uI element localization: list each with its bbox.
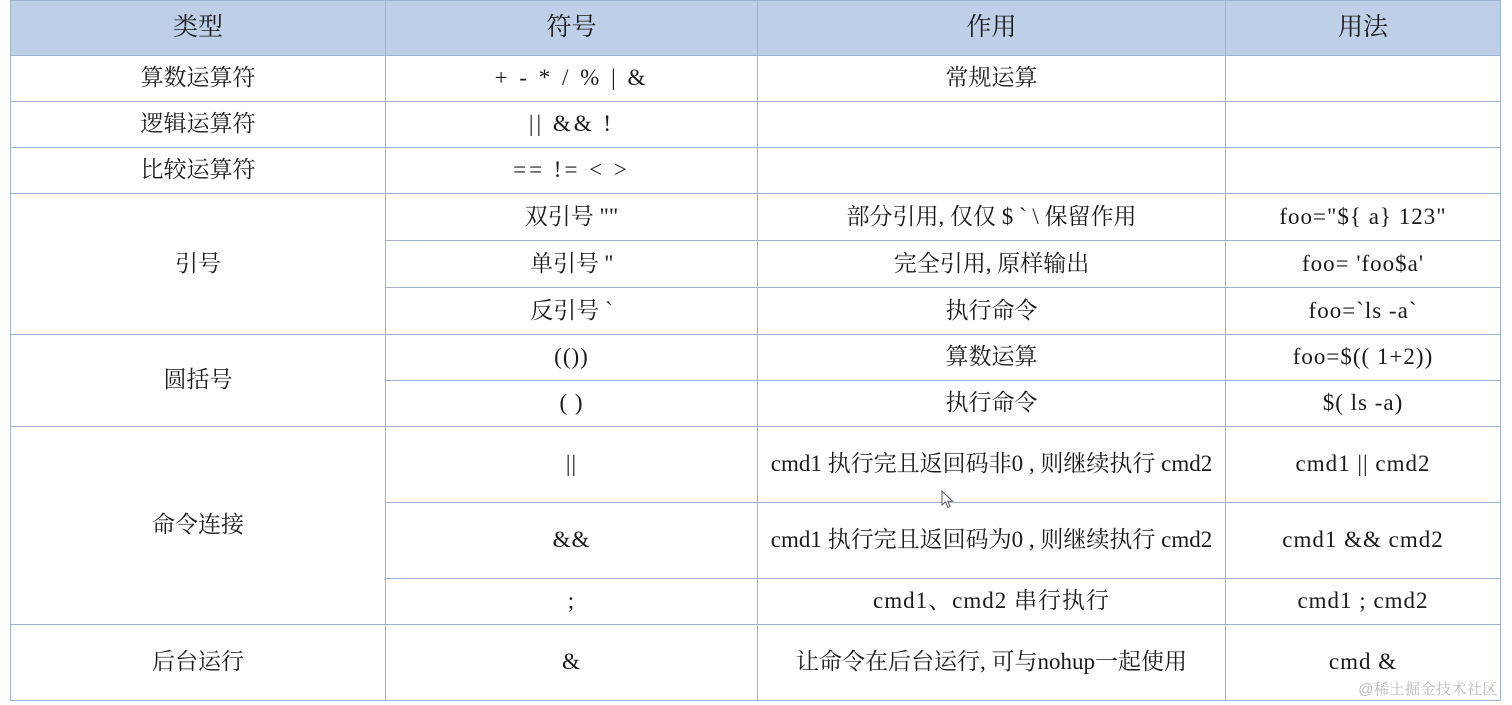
cell-symbol: || && ! — [386, 102, 758, 148]
cell-effect: 执行命令 — [758, 288, 1226, 335]
cell-symbol: & — [386, 625, 758, 701]
cell-usage — [1226, 56, 1501, 102]
cell-usage: foo=$(( 1+2)) — [1226, 335, 1501, 381]
table-row — [11, 148, 1501, 194]
cell-effect — [758, 102, 1226, 148]
cell-symbol: ( ) — [386, 381, 758, 427]
cell-usage: foo=`ls -a` — [1226, 288, 1501, 335]
table-row — [11, 335, 1501, 381]
column-header-usage: 用法 — [1226, 1, 1501, 56]
bash-operators-table — [10, 0, 1501, 701]
cell-type: 引号 — [11, 194, 386, 335]
cell-effect: cmd1 执行完且返回码为0 , 则继续执行 cmd2 — [758, 503, 1226, 579]
table-header-row — [11, 1, 1501, 56]
cell-symbol: == != < > — [386, 148, 758, 194]
cell-usage: foo= 'foo$a' — [1226, 241, 1501, 288]
cell-symbol: (()) — [386, 335, 758, 381]
cell-effect — [758, 148, 1226, 194]
cell-usage — [1226, 148, 1501, 194]
column-header-type: 类型 — [11, 1, 386, 56]
table-body — [11, 56, 1501, 701]
cell-type: 比较运算符 — [11, 148, 386, 194]
cell-effect: 让命令在后台运行, 可与nohup一起使用 — [758, 625, 1226, 701]
watermark-label: @稀土掘金技术社区 — [1358, 681, 1498, 698]
cell-effect: 常规运算 — [758, 56, 1226, 102]
cell-type: 逻辑运算符 — [11, 102, 386, 148]
cell-type: 命令连接 — [11, 427, 386, 625]
cell-effect: 完全引用, 原样输出 — [758, 241, 1226, 288]
cell-symbol: 双引号 "" — [386, 194, 758, 241]
cell-type: 圆括号 — [11, 335, 386, 427]
table-row — [11, 56, 1501, 102]
cell-effect: 部分引用, 仅仅 $ ` \ 保留作用 — [758, 194, 1226, 241]
cell-symbol: ; — [386, 579, 758, 625]
table-row — [11, 194, 1501, 241]
cell-usage: cmd1 ; cmd2 — [1226, 579, 1501, 625]
cell-effect: cmd1、cmd2 串行执行 — [758, 579, 1226, 625]
cell-effect: 算数运算 — [758, 335, 1226, 381]
table-row — [11, 427, 1501, 503]
table-row — [11, 625, 1501, 701]
cell-symbol: || — [386, 427, 758, 503]
cell-type: 后台运行 — [11, 625, 386, 701]
cell-symbol: 单引号 '' — [386, 241, 758, 288]
cell-type: 算数运算符 — [11, 56, 386, 102]
cell-symbol: && — [386, 503, 758, 579]
table-row — [11, 102, 1501, 148]
cell-symbol: + - * / % | & — [386, 56, 758, 102]
column-header-symbol: 符号 — [386, 1, 758, 56]
table-header — [11, 1, 1501, 56]
cell-effect: cmd1 执行完且返回码非0 , 则继续执行 cmd2 — [758, 427, 1226, 503]
cell-usage: $( ls -a) — [1226, 381, 1501, 427]
cell-usage: cmd1 && cmd2 — [1226, 503, 1501, 579]
column-header-effect: 作用 — [758, 1, 1226, 56]
cell-usage: cmd & — [1226, 625, 1501, 701]
cell-symbol: 反引号 ` — [386, 288, 758, 335]
cell-usage: foo="${ a} 123" — [1226, 194, 1501, 241]
cell-usage: cmd1 || cmd2 — [1226, 427, 1501, 503]
cell-usage — [1226, 102, 1501, 148]
operators-table-container — [10, 0, 1500, 701]
cell-effect: 执行命令 — [758, 381, 1226, 427]
